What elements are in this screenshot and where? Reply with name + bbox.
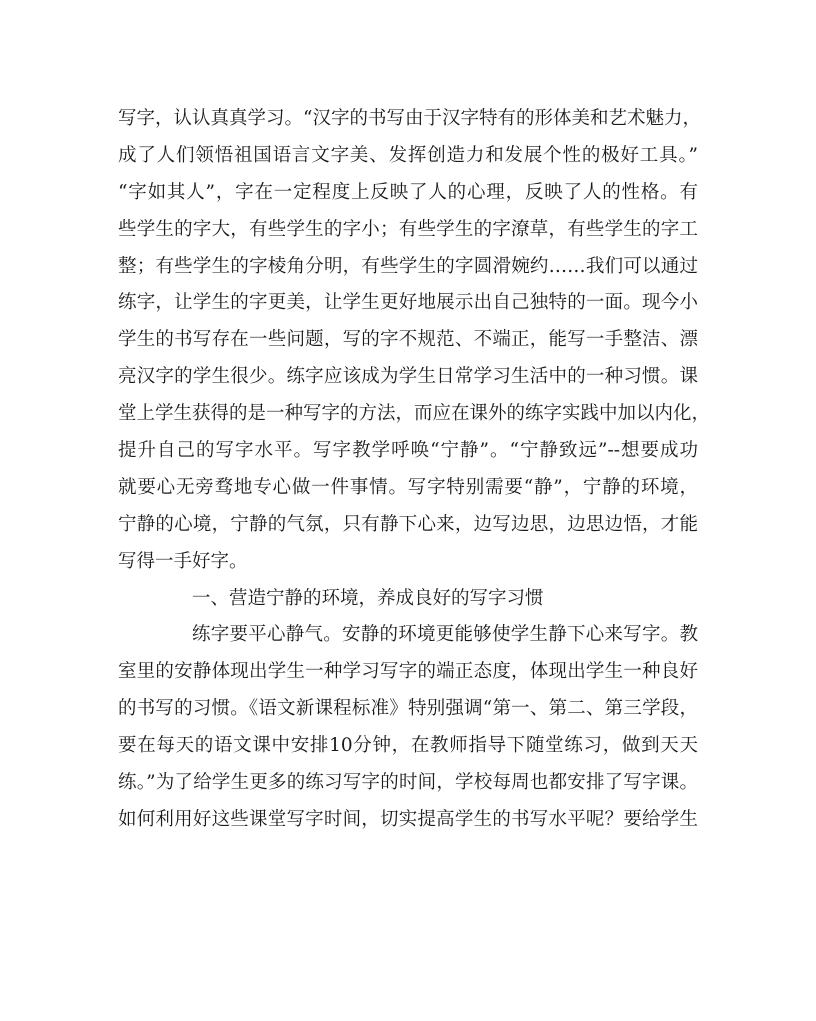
text-line: 宁静的心境，宁静的气氛，只有静下心来，边写边思，边思边悟，才能 — [118, 513, 698, 535]
text-line: 如何利用好这些课堂写字时间，切实提高学生的书写水平呢？要给学生 — [118, 808, 698, 830]
text-line: 室里的安静体现出学生一种学习写字的端正态度，体现出学生一种良好 — [118, 661, 698, 683]
text-line: 亮汉字的学生很少。练字应该成为学生日常学习生活中的一种习惯。课 — [118, 366, 698, 388]
text-line: 就要心无旁骛地专心做一件事情。写字特别需要“静”，宁静的环境， — [118, 476, 698, 498]
paragraph-1 — [118, 101, 711, 581]
text-line: 练字要平心静气。安静的环境更能够使学生静下心来写字。教 — [192, 624, 698, 646]
text-line: 写得一手好字。 — [118, 550, 248, 572]
paragraph-2 — [118, 617, 698, 838]
text-line: 整；有些学生的字棱角分明，有些学生的字圆滑婉约……我们可以通过 — [118, 255, 698, 277]
text-line: 些学生的字大，有些学生的字小；有些学生的字潦草，有些学生的字工 — [118, 218, 698, 240]
text-line: 提升自己的写字水平。写字教学呼唤“宁静”。“宁静致远”--想要成功 — [118, 440, 698, 462]
text-line: “字如其人”，字在一定程度上反映了人的心理，反映了人的性格。有 — [118, 181, 698, 203]
text-line: 堂上学生获得的是一种写字的方法，而应在课外的练字实践中加以内化， — [118, 403, 711, 425]
text-line: 的书写的习惯。《语文新课程标准》特别强调“第一、第二、第三学段， — [118, 698, 698, 720]
document-body — [118, 101, 711, 839]
text-line: 学生的书写存在一些问题，写的字不规范、不端正，能写一手整洁、漂 — [118, 329, 698, 351]
section-heading: 一、营造宁静的环境，养成良好的写字习惯 — [192, 587, 544, 609]
text-line: 要在每天的语文课中安排10分钟，在教师指导下随堂练习，做到天天 — [118, 735, 698, 757]
text-line: 成了人们领悟祖国语言文字美、发挥创造力和发展个性的极好工具。” — [118, 144, 698, 166]
text-line: 写字，认认真真学习。“汉字的书写由于汉字特有的形体美和艺术魅力， — [118, 108, 701, 129]
text-line: 练。”为了给学生更多的练习写字的时间，学校每周也都安排了写字课。 — [118, 772, 698, 794]
text-line: 练字，让学生的字更美，让学生更好地展示出自己独特的一面。现今小 — [118, 292, 698, 314]
